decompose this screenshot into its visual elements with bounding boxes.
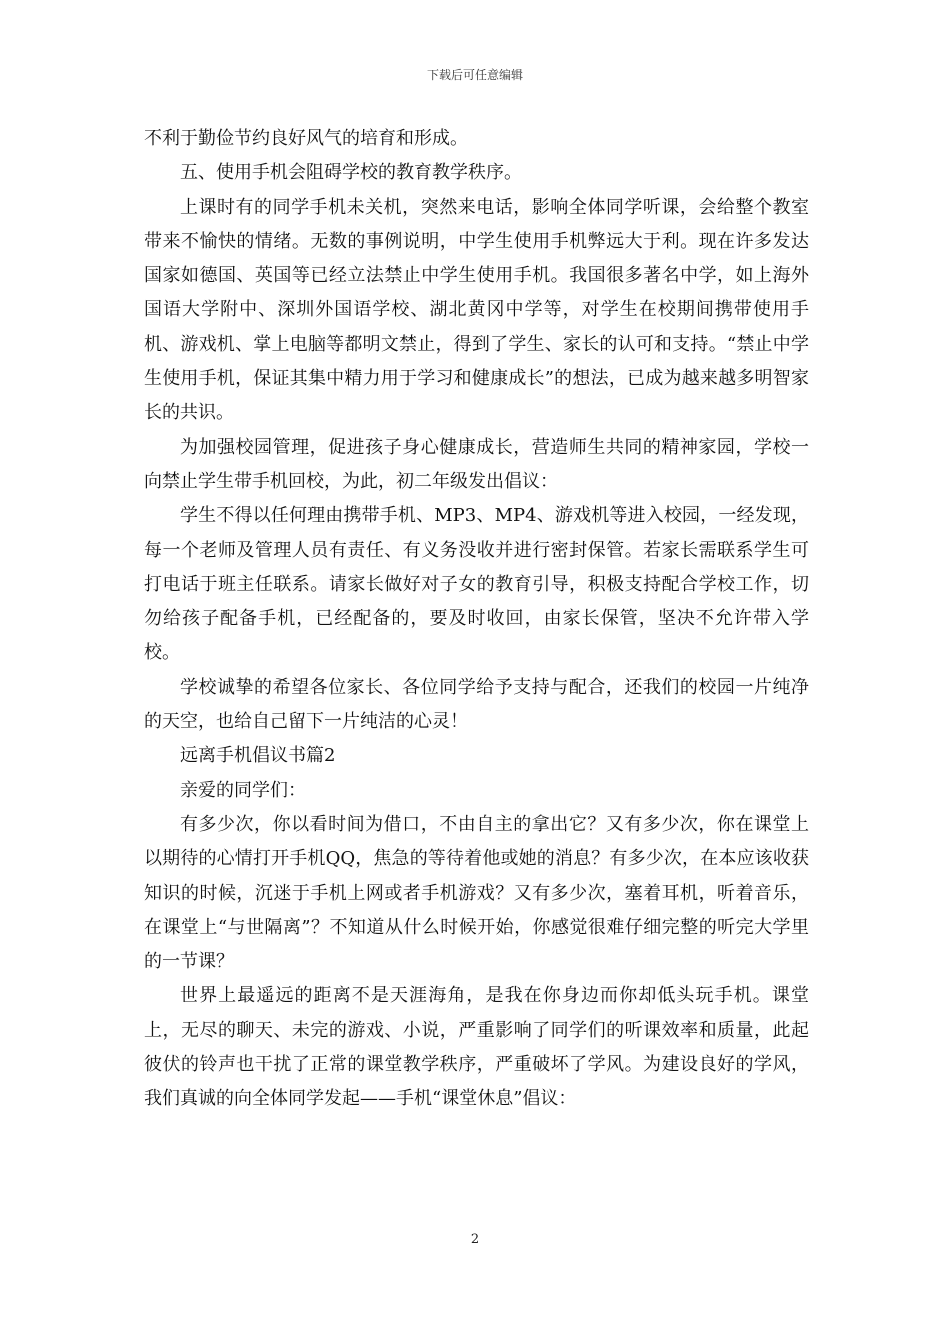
paragraph-3: 上课时有的同学手机未关机，突然来电话，影响全体同学听课，会给整个教室带来不愉快的情绪。无数的事例说明，中学生使用手机弊远大于利。现在许多发达国家如德国、英国等已经立法禁止中学生使用手机。我国很多著名中学，如上海外国语大学附中、深圳外国语学校、湖北黄冈中学等，对学生在校期间携带使用手机、游戏机、掌上电脑等都明文禁止，得到了学生、家长的认可和支持。“禁止中学生使用手机，保证其集中精力用于学习和健康成长”的想法，已成为越来越多明智家长的共识。 xyxy=(144,196,809,424)
paragraph-5: 学生不得以任何理由携带手机、MP3、MP4、游戏机等进入校园，一经发现，每一个老师及管理人员有责任、有义务没收并进行密封保管。若家长需联系学生可打电话于班主任联系。请家长做好对子女的教育引导，积极支持配合学校工作，切勿给孩子配备手机，已经配备的，要及时收回，由家长保管，坚决不允许带入学校。 xyxy=(144,505,809,664)
document-body xyxy=(144,122,809,1117)
paragraph-2: 五、使用手机会阻碍学校的教育教学秩序。 xyxy=(180,162,522,184)
salutation: 亲爱的同学们： xyxy=(180,779,306,801)
page-header: 下载后可任意编辑 xyxy=(426,68,523,82)
paragraph-10: 世界上最遥远的距离不是天涯海角，是我在你身边而你却低头玩手机。课堂上，无尽的聊天、未完的游戏、小说，严重影响了同学们的听课效率和质量，此起彼伏的铃声也干扰了正常的课堂教学秩序，严重破坏了学风。为建设良好的学风，我们真诚的向全体同学发起——手机“课堂休息”倡议： xyxy=(144,985,809,1110)
section-heading: 远离手机倡议书篇2 xyxy=(180,745,336,767)
page-number: 2 xyxy=(470,1232,480,1247)
paragraph-9: 有多少次，你以看时间为借口，不由自主的拿出它？又有多少次，你在课堂上以期待的心情打开手机QQ，焦急的等待着他或她的消息？有多少次，在本应该收获知识的时候，沉迷于手机上网或者手机游戏？又有多少次，塞着耳机，听着音乐，在课堂上“与世隔离”？不知道从什么时候开始，你感觉很难仔细完整的听完大学里的一节课？ xyxy=(144,813,809,973)
paragraph-4: 为加强校园管理，促进孩子身心健康成长，营造师生共同的精神家园，学校一向禁止学生带手机回校，为此，初二年级发出倡议： xyxy=(144,436,809,492)
paragraph-6: 学校诚挚的希望各位家长、各位同学给予支持与配合，还我们的校园一片纯净的天空，也给自己留下一片纯洁的心灵！ xyxy=(144,676,809,733)
paragraph-1: 不利于勤俭节约良好风气的培育和形成。 xyxy=(144,128,468,149)
